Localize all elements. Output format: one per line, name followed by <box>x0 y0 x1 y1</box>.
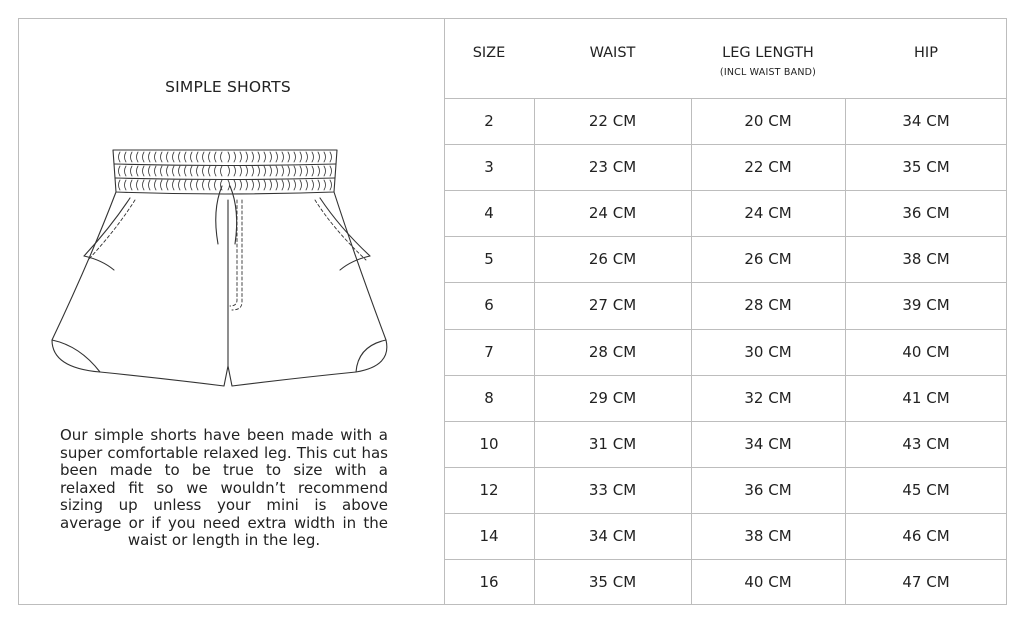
cell-size: 4 <box>484 204 494 223</box>
cell-leg: 22 CM <box>744 158 792 177</box>
cell-leg: 34 CM <box>744 434 792 453</box>
cell-hip: 34 CM <box>902 112 950 130</box>
cell-leg: 36 CM <box>744 480 792 499</box>
cell-hip: 40 CM <box>902 342 950 361</box>
cell-hip: 36 CM <box>902 204 950 223</box>
cell-size: 12 <box>479 480 499 499</box>
header-hip <box>845 18 1007 98</box>
cell-size: 3 <box>484 158 494 177</box>
cell-leg: 20 CM <box>744 112 792 130</box>
header-size <box>444 18 534 98</box>
header-leg-length-note: (INCL WAIST BAND) <box>719 67 817 78</box>
cell-hip: 38 CM <box>902 250 950 269</box>
cell-hip: 35 CM <box>902 158 950 177</box>
cell-waist: 24 CM <box>588 204 637 223</box>
cell-waist: 35 CM <box>588 573 637 591</box>
cell-waist: 28 CM <box>588 342 637 361</box>
cell-hip: 47 CM <box>902 573 950 591</box>
cell-waist: 26 CM <box>588 250 637 269</box>
cell-size: 7 <box>484 342 494 361</box>
cell-waist: 22 CM <box>588 112 637 130</box>
cell-waist: 29 CM <box>588 388 637 407</box>
cell-leg: 38 CM <box>744 526 792 545</box>
cell-leg: 30 CM <box>744 342 792 361</box>
cell-hip: 39 CM <box>902 296 950 315</box>
cell-size: 6 <box>484 296 494 315</box>
cell-waist: 34 CM <box>588 526 637 545</box>
header-leg-length-label: LEG LENGTH <box>722 45 814 61</box>
cell-size: 2 <box>484 112 494 130</box>
product-description: Our simple shorts have been made with a super comfortable relaxed leg. This cut has been made to be true to size with a relaxed fit so we wouldn’t recommend sizing up unless your mini is above average or if you need extra width in the waist or length in the leg. <box>60 426 388 549</box>
waistband <box>113 150 337 194</box>
pocket-right <box>320 198 370 256</box>
cell-size: 16 <box>479 573 499 591</box>
cell-leg: 26 CM <box>744 250 792 269</box>
cell-size: 14 <box>479 526 499 545</box>
cell-hip: 46 CM <box>902 526 950 545</box>
cell-waist: 33 CM <box>588 480 637 499</box>
cell-leg: 28 CM <box>744 296 792 315</box>
header-hip-label: HIP <box>914 45 938 61</box>
cell-leg: 24 CM <box>744 204 792 223</box>
header-size-label: SIZE <box>472 45 506 61</box>
cell-hip: 45 CM <box>902 480 950 499</box>
cell-size: 10 <box>479 434 499 453</box>
cell-leg: 40 CM <box>744 573 792 591</box>
shorts-illustration <box>40 140 400 400</box>
cell-waist: 23 CM <box>588 158 637 177</box>
cell-size: 8 <box>484 388 494 407</box>
cell-waist: 31 CM <box>588 434 637 453</box>
pocket-left <box>84 198 130 256</box>
cell-hip: 41 CM <box>902 388 950 407</box>
header-waist-label: WAIST <box>589 45 636 61</box>
header-leg-length <box>691 18 845 98</box>
drawstring <box>216 186 222 244</box>
product-title: SIMPLE SHORTS <box>165 78 291 96</box>
cell-leg: 32 CM <box>744 388 792 407</box>
cell-waist: 27 CM <box>588 296 637 315</box>
cell-hip: 43 CM <box>902 434 950 453</box>
header-waist <box>534 18 691 98</box>
cell-size: 5 <box>484 250 494 269</box>
